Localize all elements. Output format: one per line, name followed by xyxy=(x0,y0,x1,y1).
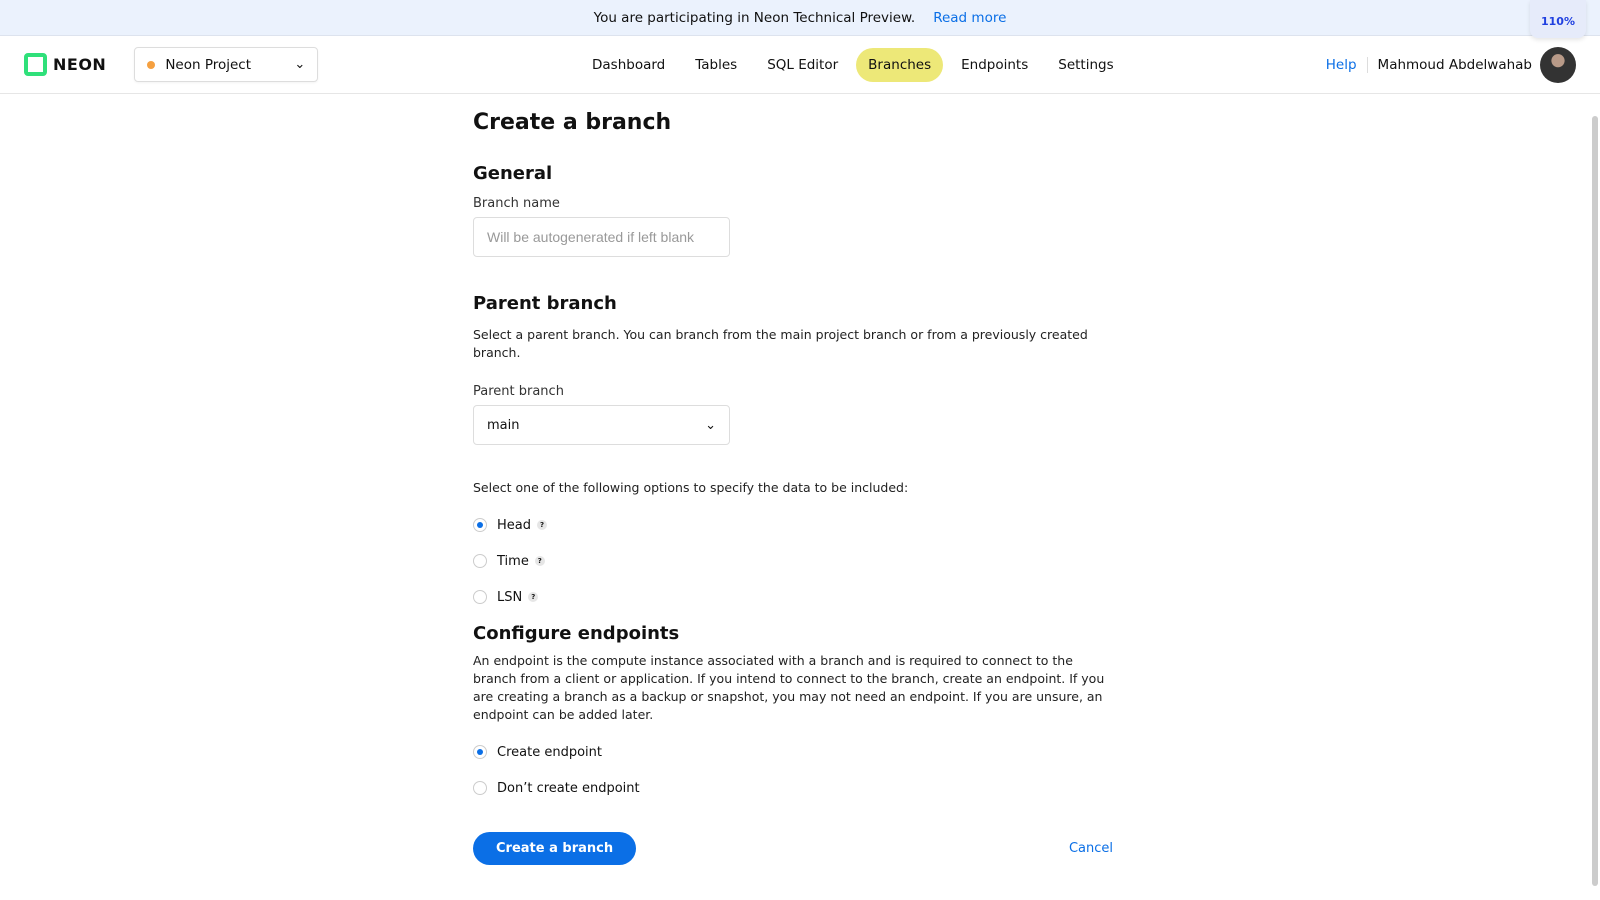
radio-button[interactable] xyxy=(473,554,487,568)
radio-button[interactable] xyxy=(473,590,487,604)
read-more-link[interactable]: Read more xyxy=(933,9,1007,26)
banner-text: You are participating in Neon Technical Preview. xyxy=(593,9,916,26)
nav-branches[interactable]: Branches xyxy=(856,48,943,82)
page-title: Create a branch xyxy=(473,110,672,135)
data-options-prompt: Select one of the following options to specify the data to be included: xyxy=(473,480,909,495)
neon-logo-icon xyxy=(24,53,47,76)
radio-label: Create endpoint xyxy=(497,744,602,760)
radio-dont-create-endpoint[interactable] xyxy=(473,770,1113,806)
preview-banner xyxy=(0,0,1600,36)
parent-branch-select[interactable] xyxy=(473,405,730,445)
cancel-button[interactable]: Cancel xyxy=(1068,841,1113,856)
radio-time[interactable] xyxy=(473,543,1113,579)
help-link[interactable]: Help xyxy=(1326,57,1368,73)
status-dot-icon xyxy=(147,61,155,69)
help-icon[interactable]: ? xyxy=(537,520,547,530)
create-branch-button[interactable]: Create a branch xyxy=(473,832,636,865)
help-icon[interactable]: ? xyxy=(535,556,545,566)
help-icon[interactable]: ? xyxy=(528,592,538,602)
chevron-down-icon: ⌄ xyxy=(294,57,306,72)
configure-endpoints-heading: Configure endpoints xyxy=(473,623,680,644)
top-nav xyxy=(0,36,1600,94)
nav-endpoints[interactable]: Endpoints xyxy=(961,56,1029,73)
radio-lsn[interactable] xyxy=(473,579,1113,615)
project-selector[interactable] xyxy=(134,47,318,82)
selected-value: main xyxy=(487,417,520,433)
radio-button[interactable] xyxy=(473,781,487,795)
general-heading: General xyxy=(473,163,553,184)
endpoints-description: An endpoint is the compute instance associated with a branch and is required to connect to the branch from a client or application. If you intend to connect to the branch, create an endpoint. If you are creating a branch as a backup or snapshot, you may not need an endpoint. If you are unsure, an endpoint can be added later. xyxy=(473,653,1105,722)
scrollbar[interactable] xyxy=(1592,116,1598,886)
radio-label: Time xyxy=(497,553,529,569)
branch-name-label: Branch name xyxy=(473,196,560,211)
nav-dashboard[interactable]: Dashboard xyxy=(592,56,666,73)
radio-head[interactable] xyxy=(473,507,1113,543)
logo-text: NEON xyxy=(53,55,107,74)
main-nav xyxy=(580,48,1126,82)
user-name[interactable]: Mahmoud Abdelwahab xyxy=(1377,56,1532,73)
zoom-level-badge[interactable]: 110% xyxy=(1530,0,1586,38)
nav-sql-editor[interactable]: SQL Editor xyxy=(767,56,839,73)
chevron-down-icon: ⌄ xyxy=(705,417,716,433)
radio-create-endpoint[interactable] xyxy=(473,734,1113,770)
create-branch-form xyxy=(473,110,1113,865)
branch-name-input[interactable]: Will be autogenerated if left blank xyxy=(473,217,730,257)
radio-button[interactable] xyxy=(473,745,487,759)
parent-branch-heading: Parent branch xyxy=(473,293,617,314)
radio-label: Don’t create endpoint xyxy=(497,780,640,796)
nav-settings[interactable]: Settings xyxy=(1058,56,1114,73)
neon-logo[interactable] xyxy=(24,53,106,76)
avatar[interactable] xyxy=(1540,47,1576,83)
parent-branch-description: Select a parent branch. You can branch from the main project branch or from a previously created branch. xyxy=(473,327,1088,360)
project-name: Neon Project xyxy=(165,56,252,73)
radio-label: Head xyxy=(497,517,531,533)
radio-label: LSN xyxy=(497,589,523,605)
radio-button[interactable] xyxy=(473,518,487,532)
parent-branch-label: Parent branch xyxy=(473,384,564,399)
nav-tables[interactable]: Tables xyxy=(695,56,738,73)
